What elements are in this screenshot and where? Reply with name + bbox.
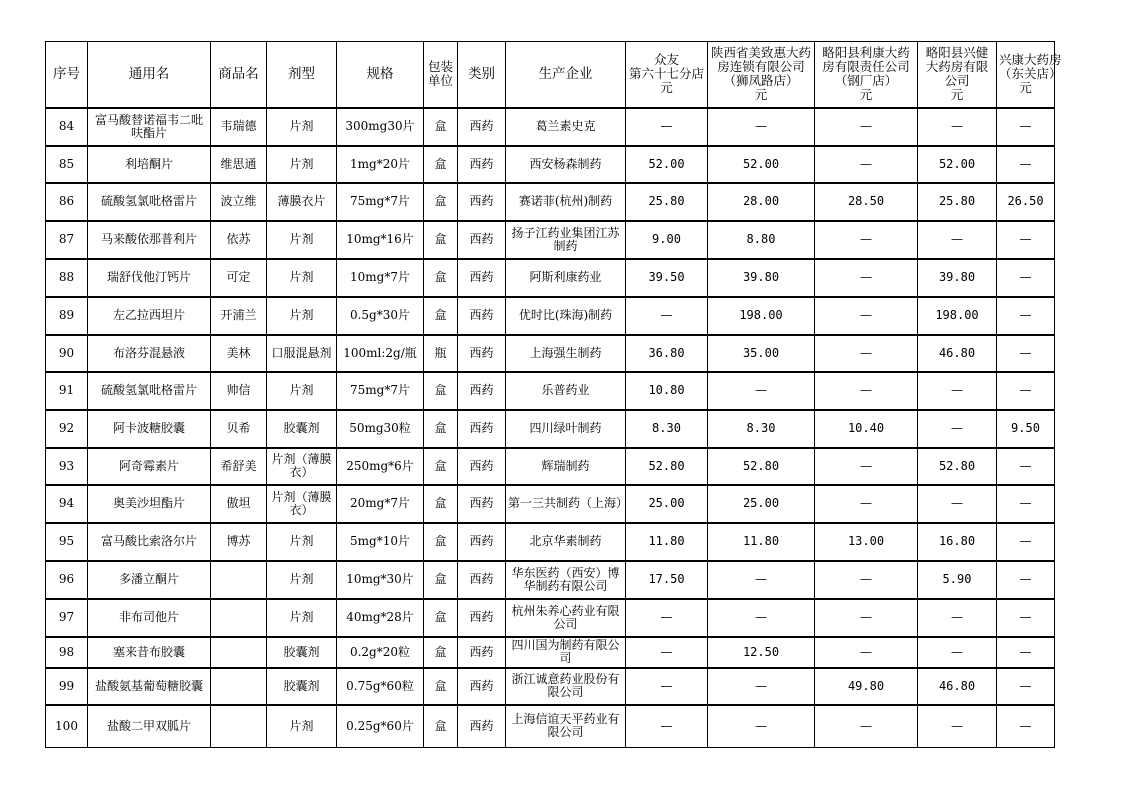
- manufacturer-text: 四川国为制药有限公司: [511, 638, 620, 665]
- row-seq: 89: [46, 297, 88, 335]
- row-price-store-2: —: [708, 705, 815, 748]
- row-price-store-4: —: [918, 599, 997, 637]
- table-row: [46, 146, 1055, 183]
- row-price-store-3: —: [815, 599, 918, 637]
- row-price-store-1: 52.00: [626, 146, 708, 183]
- row-manufacturer: [506, 410, 626, 448]
- table-row: [46, 561, 1055, 599]
- row-spec: 100ml:2g/瓶: [337, 335, 424, 372]
- row-trade-name: [211, 637, 267, 668]
- row-spec: 250mg*6片: [337, 448, 424, 485]
- row-category: 西药: [458, 410, 506, 448]
- row-price-store-1: 17.50: [626, 561, 708, 599]
- header-category: 类别: [458, 42, 506, 108]
- row-category: 西药: [458, 705, 506, 748]
- row-price-store-5: —: [997, 561, 1055, 599]
- row-generic-name: 布洛芬混悬液: [88, 335, 211, 372]
- row-price-store-4: 39.80: [918, 259, 997, 297]
- table-row: [46, 183, 1055, 221]
- row-category: 西药: [458, 335, 506, 372]
- row-pack-unit: 盒: [424, 372, 458, 410]
- row-price-store-2: 39.80: [708, 259, 815, 297]
- row-price-store-1: 39.50: [626, 259, 708, 297]
- row-pack-unit: 盒: [424, 705, 458, 748]
- row-price-store-3: —: [815, 335, 918, 372]
- row-price-store-1: —: [626, 705, 708, 748]
- row-price-store-5: —: [997, 372, 1055, 410]
- table-row: [46, 335, 1055, 372]
- row-dosage-form: 薄膜衣片: [267, 183, 337, 221]
- header-store-2: [708, 42, 815, 108]
- row-trade-name: 开浦兰: [211, 297, 267, 335]
- manufacturer-text: 优时比(珠海)制药: [518, 308, 613, 322]
- row-spec: 5mg*10片: [337, 523, 424, 561]
- header-store-line: 陕西省美致惠大药: [710, 45, 811, 61]
- row-manufacturer: [506, 372, 626, 410]
- row-seq: 99: [46, 668, 88, 705]
- row-price-store-1: —: [626, 108, 708, 146]
- manufacturer-text: 乐普药业: [541, 383, 590, 397]
- row-seq: 88: [46, 259, 88, 297]
- table-row: [46, 599, 1055, 637]
- row-pack-unit: 盒: [424, 599, 458, 637]
- row-price-store-5: —: [997, 668, 1055, 705]
- row-pack-unit: 瓶: [424, 335, 458, 372]
- row-price-store-5: —: [997, 599, 1055, 637]
- row-price-store-2: 52.00: [708, 146, 815, 183]
- table-row: [46, 705, 1055, 748]
- header-pack-unit: [424, 42, 458, 108]
- row-category: 西药: [458, 599, 506, 637]
- row-spec: 10mg*7片: [337, 259, 424, 297]
- row-price-store-5: —: [997, 297, 1055, 335]
- row-price-store-3: 28.50: [815, 183, 918, 221]
- header-store-1: [626, 42, 708, 108]
- row-price-store-1: 52.80: [626, 448, 708, 485]
- row-pack-unit: 盒: [424, 183, 458, 221]
- row-dosage-form: 胶囊剂: [267, 637, 337, 668]
- row-generic-name: 盐酸二甲双胍片: [88, 705, 211, 748]
- row-spec: 40mg*28片: [337, 599, 424, 637]
- row-seq: 87: [46, 221, 88, 259]
- row-spec: 0.2g*20粒: [337, 637, 424, 668]
- row-spec: 10mg*30片: [337, 561, 424, 599]
- row-category: 西药: [458, 448, 506, 485]
- row-price-store-4: —: [918, 485, 997, 523]
- table-row: [46, 108, 1055, 146]
- row-price-store-3: 49.80: [815, 668, 918, 705]
- row-trade-name: 贝希: [211, 410, 267, 448]
- row-trade-name: 希舒美: [211, 448, 267, 485]
- row-generic-name: 左乙拉西坦片: [88, 297, 211, 335]
- row-price-store-5: —: [997, 335, 1055, 372]
- row-dosage-form: 片剂（薄膜衣）: [267, 485, 337, 523]
- row-generic-name: 阿奇霉素片: [88, 448, 211, 485]
- row-spec: 1mg*20片: [337, 146, 424, 183]
- row-category: 西药: [458, 561, 506, 599]
- header-store-line: 元: [660, 80, 673, 96]
- row-seq: 93: [46, 448, 88, 485]
- row-seq: 97: [46, 599, 88, 637]
- row-trade-name: [211, 599, 267, 637]
- header-store-line: 房连锁有限公司: [717, 59, 805, 75]
- row-manufacturer: [506, 668, 626, 705]
- row-category: 西药: [458, 183, 506, 221]
- row-dosage-form: 片剂: [267, 523, 337, 561]
- row-price-store-1: 36.80: [626, 335, 708, 372]
- manufacturer-text: 西安杨森制药: [529, 156, 602, 171]
- header-store-line: （东关店）: [999, 66, 1062, 82]
- row-manufacturer: [506, 108, 626, 146]
- row-generic-name: 富马酸替诺福韦二吡呋酯片: [88, 108, 211, 146]
- row-pack-unit: 盒: [424, 485, 458, 523]
- row-generic-name: 富马酸比索洛尔片: [88, 523, 211, 561]
- header-store-line: 房有限责任公司: [822, 59, 910, 75]
- row-price-store-5: —: [997, 448, 1055, 485]
- row-price-store-5: —: [997, 108, 1055, 146]
- table-row: [46, 637, 1055, 668]
- row-price-store-3: —: [815, 372, 918, 410]
- row-trade-name: 可定: [211, 259, 267, 297]
- table-row: [46, 259, 1055, 297]
- row-manufacturer: [506, 599, 626, 637]
- row-trade-name: 维思通: [211, 146, 267, 183]
- header-pack-unit-line: 包装: [427, 59, 453, 75]
- header-store-line: 元: [754, 87, 768, 103]
- row-seq: 90: [46, 335, 88, 372]
- row-trade-name: 帅信: [211, 372, 267, 410]
- drug-price-table: [45, 41, 1062, 748]
- row-price-store-5: —: [997, 146, 1055, 183]
- row-dosage-form: 片剂: [267, 705, 337, 748]
- row-price-store-5: —: [997, 259, 1055, 297]
- row-price-store-2: 35.00: [708, 335, 815, 372]
- row-price-store-2: —: [708, 108, 815, 146]
- row-generic-name: 瑞舒伐他汀钙片: [88, 259, 211, 297]
- row-generic-name: 硫酸氢氯吡格雷片: [88, 183, 211, 221]
- header-store-4: [918, 42, 997, 108]
- row-manufacturer: [506, 297, 626, 335]
- row-manufacturer: [506, 335, 626, 372]
- row-price-store-5: 9.50: [997, 410, 1055, 448]
- row-price-store-2: 12.50: [708, 637, 815, 668]
- table-header-row: [46, 42, 1055, 108]
- row-price-store-2: 8.80: [708, 221, 815, 259]
- header-store-line: 兴康大药房: [999, 52, 1062, 68]
- row-dosage-form: 口服混悬剂: [267, 335, 337, 372]
- row-manufacturer: [506, 448, 626, 485]
- row-price-store-3: 13.00: [815, 523, 918, 561]
- table-row: [46, 372, 1055, 410]
- manufacturer-text: 赛诺菲(杭州)制药: [518, 194, 613, 208]
- row-category: 西药: [458, 259, 506, 297]
- manufacturer-text: 葛兰素史克: [535, 119, 596, 133]
- row-price-store-3: —: [815, 637, 918, 668]
- row-seq: 95: [46, 523, 88, 561]
- row-manufacturer: [506, 146, 626, 183]
- row-price-store-5: —: [997, 637, 1055, 668]
- row-price-store-4: 46.80: [918, 668, 997, 705]
- row-seq: 94: [46, 485, 88, 523]
- row-price-store-4: 25.80: [918, 183, 997, 221]
- row-pack-unit: 盒: [424, 523, 458, 561]
- row-price-store-1: —: [626, 668, 708, 705]
- header-store-line: 元: [1019, 80, 1032, 96]
- row-price-store-1: —: [626, 297, 708, 335]
- manufacturer-text: 扬子江药业集团江苏制药: [511, 225, 620, 253]
- row-category: 西药: [458, 523, 506, 561]
- header-store-line: 众友: [653, 52, 679, 68]
- header-store-line: （狮凤路店）: [723, 73, 799, 89]
- row-price-store-3: —: [815, 561, 918, 599]
- row-dosage-form: 片剂: [267, 561, 337, 599]
- row-price-store-3: —: [815, 221, 918, 259]
- row-dosage-form: 片剂: [267, 146, 337, 183]
- row-price-store-3: —: [815, 108, 918, 146]
- row-price-store-4: 5.90: [918, 561, 997, 599]
- header-trade-name: 商品名: [211, 42, 267, 108]
- header-dosage-form: 剂型: [267, 42, 337, 108]
- row-price-store-3: —: [815, 485, 918, 523]
- table-row: [46, 668, 1055, 705]
- row-manufacturer: [506, 485, 629, 523]
- row-price-store-2: 28.00: [708, 183, 815, 221]
- row-trade-name: 美林: [211, 335, 267, 372]
- row-price-store-2: —: [708, 668, 815, 705]
- row-pack-unit: 盒: [424, 448, 458, 485]
- header-seq: 序号: [46, 42, 88, 108]
- row-price-store-1: 10.80: [626, 372, 708, 410]
- row-pack-unit: 盒: [424, 637, 458, 668]
- table-row: [46, 448, 1055, 485]
- row-spec: 0.5g*30片: [337, 297, 424, 335]
- row-spec: 75mg*7片: [337, 372, 424, 410]
- row-spec: 75mg*7片: [337, 183, 424, 221]
- row-price-store-5: —: [997, 221, 1055, 259]
- row-price-store-4: 198.00: [918, 297, 997, 335]
- row-dosage-form: 片剂: [267, 108, 337, 146]
- row-dosage-form: 片剂（薄膜衣）: [267, 448, 337, 485]
- row-pack-unit: 盒: [424, 221, 458, 259]
- row-price-store-2: 25.00: [708, 485, 815, 523]
- header-store-line: 略阳县兴健: [925, 45, 989, 61]
- row-category: 西药: [458, 108, 506, 146]
- row-manufacturer: [506, 561, 626, 599]
- row-generic-name: 阿卡波糖胶囊: [88, 410, 211, 448]
- row-price-store-3: —: [815, 448, 918, 485]
- row-spec: 50mg30粒: [337, 410, 424, 448]
- row-price-store-2: 52.80: [708, 448, 815, 485]
- row-trade-name: 韦瑞德: [211, 108, 267, 146]
- row-price-store-4: 52.00: [918, 146, 997, 183]
- row-manufacturer: [506, 705, 626, 748]
- row-category: 西药: [458, 637, 506, 668]
- table-row: [46, 221, 1055, 259]
- row-manufacturer: [506, 221, 626, 259]
- row-trade-name: 傲坦: [211, 485, 267, 523]
- row-price-store-4: —: [918, 410, 997, 448]
- row-generic-name: 盐酸氨基葡萄糖胶囊: [88, 668, 211, 705]
- row-price-store-1: 25.80: [626, 183, 708, 221]
- row-trade-name: [211, 668, 267, 705]
- row-price-store-1: 25.00: [626, 485, 708, 523]
- row-category: 西药: [458, 372, 506, 410]
- row-price-store-4: —: [918, 221, 997, 259]
- row-price-store-3: 10.40: [815, 410, 918, 448]
- row-trade-name: [211, 561, 267, 599]
- row-manufacturer: [506, 637, 626, 668]
- row-seq: 98: [46, 637, 88, 668]
- row-price-store-4: —: [918, 637, 997, 668]
- manufacturer-text: 华东医药（西安）博华制药有限公司: [511, 565, 620, 593]
- manufacturer-text: 阿斯利康药业: [529, 270, 602, 284]
- row-generic-name: 马来酸依那普利片: [88, 221, 211, 259]
- row-seq: 96: [46, 561, 88, 599]
- row-dosage-form: 片剂: [267, 259, 337, 297]
- table-body: [46, 108, 1055, 748]
- row-manufacturer: [506, 523, 626, 561]
- row-trade-name: 博苏: [211, 523, 267, 561]
- row-trade-name: 依苏: [211, 221, 267, 259]
- manufacturer-text: 上海信谊天平药业有限公司: [511, 712, 620, 740]
- table-row: [46, 485, 1055, 523]
- row-spec: 300mg30片: [337, 108, 424, 146]
- header-pack-unit-line: 单位: [427, 73, 453, 89]
- row-price-store-2: 198.00: [708, 297, 815, 335]
- row-price-store-4: 46.80: [918, 335, 997, 372]
- row-price-store-3: —: [815, 146, 918, 183]
- row-dosage-form: 片剂: [267, 372, 337, 410]
- row-category: 西药: [458, 297, 506, 335]
- row-spec: 10mg*16片: [337, 221, 424, 259]
- row-generic-name: 多潘立酮片: [88, 561, 211, 599]
- row-price-store-3: —: [815, 259, 918, 297]
- table-row: [46, 297, 1055, 335]
- table-row: [46, 523, 1055, 561]
- row-spec: 20mg*7片: [337, 485, 424, 523]
- header-spec: 规格: [337, 42, 424, 108]
- header-store-5: [997, 42, 1062, 108]
- table-row: [46, 410, 1055, 448]
- row-category: 西药: [458, 668, 506, 705]
- row-dosage-form: 片剂: [267, 599, 337, 637]
- row-dosage-form: 片剂: [267, 221, 337, 259]
- header-store-line: （钢厂店）: [834, 73, 898, 89]
- row-category: 西药: [458, 146, 506, 183]
- row-price-store-5: —: [997, 485, 1055, 523]
- row-price-store-4: 52.80: [918, 448, 997, 485]
- row-price-store-1: —: [626, 637, 708, 668]
- manufacturer-text: 辉瑞制药: [541, 458, 590, 473]
- row-price-store-4: —: [918, 108, 997, 146]
- row-generic-name: 硫酸氢氯吡格雷片: [88, 372, 211, 410]
- row-pack-unit: 盒: [424, 668, 458, 705]
- row-dosage-form: 胶囊剂: [267, 668, 337, 705]
- manufacturer-text: 北京华素制药: [529, 534, 602, 548]
- row-seq: 85: [46, 146, 88, 183]
- row-price-store-1: 11.80: [626, 523, 708, 561]
- row-pack-unit: 盒: [424, 108, 458, 146]
- row-price-store-1: 8.30: [626, 410, 708, 448]
- header-store-line: 第六十七分店: [628, 66, 704, 82]
- manufacturer-text: 第一三共制药（上海）: [508, 496, 629, 510]
- row-generic-name: 奥美沙坦酯片: [88, 485, 211, 523]
- row-pack-unit: 盒: [424, 259, 458, 297]
- header-store-line: 公司: [944, 73, 970, 89]
- row-manufacturer: [506, 259, 626, 297]
- manufacturer-text: 四川绿叶制药: [529, 421, 602, 435]
- row-price-store-5: —: [997, 523, 1055, 561]
- row-pack-unit: 盒: [424, 410, 458, 448]
- row-seq: 92: [46, 410, 88, 448]
- row-category: 西药: [458, 485, 506, 523]
- header-generic-name: 通用名: [88, 42, 211, 108]
- row-price-store-2: 8.30: [708, 410, 815, 448]
- row-seq: 86: [46, 183, 88, 221]
- row-price-store-5: —: [997, 705, 1055, 748]
- row-pack-unit: 盒: [424, 561, 458, 599]
- header-store-line: 元: [859, 87, 873, 103]
- header-manufacturer: 生产企业: [506, 42, 626, 108]
- manufacturer-text: 杭州朱养心药业有限公司: [511, 603, 620, 631]
- row-seq: 100: [46, 705, 88, 748]
- row-price-store-4: 16.80: [918, 523, 997, 561]
- row-price-store-1: 9.00: [626, 221, 708, 259]
- row-manufacturer: [506, 183, 626, 221]
- manufacturer-text: 上海强生制药: [529, 345, 602, 360]
- manufacturer-text: 浙江诚意药业股份有限公司: [511, 672, 620, 699]
- row-seq: 91: [46, 372, 88, 410]
- row-generic-name: 塞来昔布胶囊: [88, 637, 211, 668]
- row-generic-name: 利培酮片: [88, 146, 211, 183]
- header-store-line: 元: [950, 87, 964, 103]
- row-price-store-5: 26.50: [997, 183, 1055, 221]
- row-spec: 0.75g*60粒: [337, 668, 424, 705]
- row-price-store-2: 11.80: [708, 523, 815, 561]
- row-dosage-form: 片剂: [267, 297, 337, 335]
- row-trade-name: 波立维: [211, 183, 267, 221]
- row-generic-name: 非布司他片: [88, 599, 211, 637]
- row-price-store-3: —: [815, 297, 918, 335]
- row-pack-unit: 盒: [424, 297, 458, 335]
- row-price-store-4: —: [918, 705, 997, 748]
- row-price-store-2: —: [708, 599, 815, 637]
- row-category: 西药: [458, 221, 506, 259]
- row-seq: 84: [46, 108, 88, 146]
- row-price-store-1: —: [626, 599, 708, 637]
- header-store-3: [815, 42, 918, 108]
- header-store-line: 略阳县利康大药: [822, 45, 910, 61]
- row-price-store-3: —: [815, 705, 918, 748]
- row-spec: 0.25g*60片: [337, 705, 424, 748]
- row-trade-name: [211, 705, 267, 748]
- row-pack-unit: 盒: [424, 146, 458, 183]
- row-price-store-2: —: [708, 561, 815, 599]
- row-dosage-form: 胶囊剂: [267, 410, 337, 448]
- row-price-store-4: —: [918, 372, 997, 410]
- header-store-line: 大药房有限: [925, 59, 989, 75]
- row-price-store-2: —: [708, 372, 815, 410]
